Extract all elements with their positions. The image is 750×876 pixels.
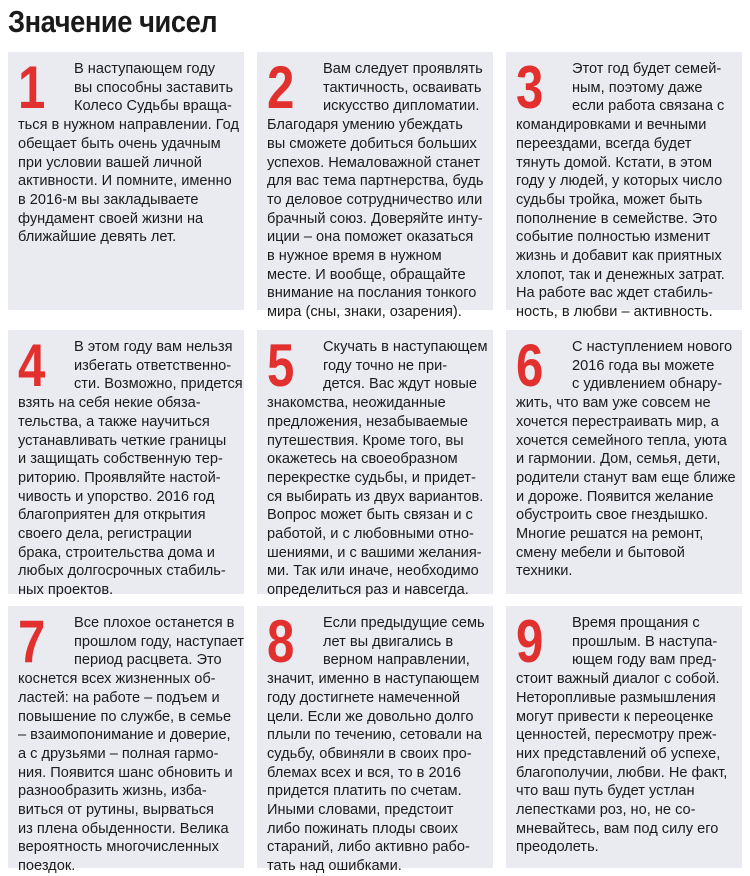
card-text-line: фундамент своей жизни на (18, 210, 204, 227)
card-text-line: блемах всех и вся, то в 2016 (267, 764, 461, 781)
card-text-line: стараний, либо активно рабо- (267, 839, 470, 856)
card-text-line: искусство дипломатии. (323, 98, 480, 115)
card-number: 7 (18, 608, 46, 675)
card-text-line: значит, именно в наступающем (267, 671, 480, 688)
card-text-line: ющем году вам пред- (572, 652, 717, 669)
card-text-line: путешествия. Кроме того, вы (267, 432, 464, 449)
card-text-line: ния. Появится шанс обновить и (18, 764, 233, 781)
card-text (516, 608, 736, 857)
card-text-line: В наступающем году (74, 61, 216, 77)
card-text-line: командировками и вечными (516, 117, 707, 134)
card-1 (8, 52, 244, 310)
card-text-line: брака, строительства дома и (18, 544, 215, 561)
card-text-line: и дороже. Появится желание (516, 488, 714, 505)
card-text-line: если работа связана с (572, 98, 725, 115)
card-text-line: ластей: на работе – подъем и (18, 689, 220, 706)
card-text-line: тать над ошибками. (267, 858, 402, 875)
card-text-line: повышение по службе, в семье (18, 708, 232, 725)
card-text-line: В этом году вам нельзя (74, 339, 233, 355)
card-text-line: шениями, и с вашими желания- (267, 544, 482, 561)
card-text-line: году у людей, у которых число (516, 173, 723, 190)
card-text-line: могут привести к переоценке (516, 708, 714, 725)
card-text-line: виться от рутины, вырваться (18, 802, 214, 819)
card-text-line: и гармонии. Дом, семья, дети, (516, 451, 721, 468)
card-text-line: сти. Возможно, придется (74, 376, 243, 393)
card-text-line: судьбы тройка, может быть (516, 191, 703, 208)
card-text-line: брачный союз. Доверяйте инту- (267, 210, 483, 227)
card-text-line: а с друзьями – полная гармо- (18, 745, 219, 762)
card-text-line: смену мебели и бытовой (516, 544, 685, 561)
card-text-line: ценностей, пересмотру преж- (516, 727, 717, 744)
card-text-line: благополучии, любви. Не факт, (516, 764, 728, 781)
card-number: 4 (18, 332, 46, 399)
card-text-line: Вам следует проявлять (323, 61, 483, 77)
card-text-line: году достигнете намеченной (267, 689, 461, 706)
card-text-line: коснется всех жизненных об- (18, 671, 216, 688)
card-number: 5 (267, 332, 295, 399)
card-text-line: ся выбирать из двух вариантов. (267, 488, 484, 505)
card-text-line: мневайтесь, вам под силу его (516, 820, 719, 837)
card-text (18, 54, 239, 247)
card-text-line: в нужное время в нужном (267, 248, 442, 265)
card-text-line: устанавливать четкие границы (18, 432, 227, 449)
card-text-line: ных проектов. (18, 582, 114, 599)
card-text-line: техники. (516, 563, 573, 580)
card-text-line: верном направлении, (323, 652, 470, 669)
card-2 (257, 52, 493, 321)
card-number: 3 (516, 54, 544, 121)
card-text (516, 54, 736, 322)
card-text-line: С наступлением нового (572, 339, 733, 355)
card-text-line: месте. И вообще, обращайте (267, 266, 466, 283)
card-text-line: иции – она поможет оказаться (267, 229, 474, 246)
card-text-line: лет вы двигались в (323, 633, 454, 650)
card-text (267, 332, 488, 600)
card-text-line: Все плохое останется в (74, 615, 235, 631)
card-text-line: мира (сны, знаки, озарения). (267, 304, 462, 321)
card-text-line: прошлом году, наступает (74, 633, 244, 650)
card-text-line: хочется перестраивать мир, а (516, 413, 719, 430)
card-text-line: успехов. Немаловажной станет (267, 154, 480, 171)
card-text-line: Вопрос может быть связан и с (267, 507, 473, 524)
card-text-line: ться в нужном направлении. Год (18, 117, 239, 134)
card-text-line: хочется семейного тепла, уюта (516, 432, 727, 449)
card-text-line: вы способны заставить (74, 79, 234, 96)
card-text-line: Благодаря умению убеждать (267, 117, 463, 134)
card-3 (506, 52, 742, 321)
card-number: 8 (267, 608, 295, 675)
card-text (267, 608, 487, 876)
card-text-line: дется. Вас ждут новые (323, 376, 478, 393)
card-text-line: Иными словами, предстоит (267, 802, 454, 819)
card-text-line: тянуть домой. Кстати, в этом (516, 154, 712, 171)
card-text-line: Многие решатся на ремонт, (516, 526, 704, 543)
card-text-line: ность, в любви – активность. (516, 304, 713, 321)
card-text-line: и защищать собственную тер- (18, 451, 223, 468)
card-text-line: вероятность многочисленных (18, 839, 219, 856)
page-title: Значение чисел (8, 4, 218, 39)
card-text-line: работой, и с любовными отно- (267, 526, 474, 543)
card-text-line: из плена обыденности. Велика (18, 820, 229, 837)
card-text-line: при условии вашей личной (18, 154, 202, 171)
card-text (516, 332, 736, 581)
card-text (267, 54, 487, 322)
card-number: 2 (267, 54, 295, 121)
card-8 (257, 606, 493, 875)
card-text-line: взять на себя некие обяза- (18, 395, 201, 412)
card-text-line: благоприятен для открытия (18, 507, 206, 524)
card-text-line: На работе вас ждет стабиль- (516, 285, 713, 302)
card-text-line: внимание на послания тонкого (267, 285, 477, 302)
card-text-line: активности. И помните, именно (18, 173, 232, 190)
card-text-line: вы сможете добиться больших (267, 135, 477, 152)
card-text-line: плыли по течению, сетовали на (267, 727, 483, 744)
card-5 (257, 330, 493, 599)
card-text-line: Если предыдущие семь (323, 615, 485, 631)
card-text-line: любых долгосрочных стабиль- (18, 563, 226, 580)
card-text-line: Время прощания с (572, 615, 700, 631)
card-text-line: судьбу, обвиняли в своих про- (267, 745, 472, 762)
card-text-line: прошлым. В наступа- (572, 633, 718, 650)
card-text-line: разнообразить жизнь, изба- (18, 783, 207, 800)
card-text-line: придется платить по счетам. (267, 783, 462, 800)
card-text-line: ным, поэтому даже (572, 79, 703, 96)
card-text-line: жизнь и добавит как приятных (516, 248, 722, 265)
card-text (18, 332, 243, 600)
card-text-line: тельства, а также научиться (18, 413, 210, 430)
card-text-line: риторию. Проявляйте настой- (18, 469, 221, 486)
card-text-line: лепестками роз, но, не со- (516, 802, 696, 819)
card-text-line: своего дела, регистрации (18, 526, 192, 543)
card-text-line: Этот год будет семей- (572, 61, 722, 77)
card-text-line: стоит важный диалог с собой. (516, 671, 720, 688)
card-text-line: них представлений об успехе, (516, 745, 721, 762)
card-text-line: перекрестке судьбы, и придет- (267, 469, 476, 486)
card-6 (506, 330, 742, 594)
card-text-line: Неторопливые размышления (516, 689, 716, 706)
card-text-line: событие полностью изменит (516, 229, 711, 246)
card-text-line: в 2016-м вы закладываете (18, 191, 199, 208)
card-text-line: преодолеть. (516, 839, 599, 856)
card-text-line: обещает быть очень удачным (18, 135, 221, 152)
card-text-line: 2016 года вы можете (572, 357, 715, 374)
card-text-line: Колесо Судьбы враща- (74, 98, 232, 115)
card-text-line: избегать ответственно- (74, 357, 232, 374)
card-text-line: окажетесь на своеобразном (267, 451, 458, 468)
card-text-line: тактичность, осваивать (323, 79, 482, 96)
card-text-line: Скучать в наступающем (323, 339, 488, 355)
card-number: 1 (18, 54, 46, 121)
card-text (18, 608, 244, 876)
card-text-line: ми. Так или иначе, необходимо (267, 563, 479, 580)
card-text-line: хлопот, так и денежных затрат. (516, 266, 725, 283)
card-text-line: ближайшие девять лет. (18, 229, 177, 246)
card-text-line: предложения, незабываемые (267, 413, 469, 430)
card-9 (506, 606, 742, 868)
card-text-line: что ваш путь будет устлан (516, 783, 695, 800)
card-text-line: родители станут вам еще ближе (516, 469, 736, 486)
card-text-line: – взаимопонимание и доверие, (18, 727, 231, 744)
card-text-line: определиться раз и навсегда. (267, 582, 469, 599)
card-text-line: поездок. (18, 858, 76, 875)
card-text-line: жить, что вам уже совсем не (516, 395, 711, 412)
card-text-line: цели. Если же довольно долго (267, 708, 474, 725)
card-text-line: пополнение в семействе. Это (516, 210, 718, 227)
card-7 (8, 606, 244, 875)
card-number: 6 (516, 332, 544, 399)
card-text-line: знакомства, неожиданные (267, 395, 446, 412)
card-number: 9 (516, 608, 544, 675)
card-text-line: году точно не при- (323, 357, 448, 374)
card-4 (8, 330, 244, 599)
card-text-line: переездами, всегда будет (516, 135, 692, 152)
card-text-line: то деловое сотрудничество или (267, 191, 483, 208)
card-text-line: либо пожинать плоды своих (267, 820, 459, 837)
card-text-line: чивость и упорство. 2016 год (18, 488, 215, 505)
card-text-line: период расцвета. Это (74, 652, 222, 669)
card-text-line: для вас тема партнерства, будь (267, 173, 484, 190)
card-text-line: обустроить свое гнездышко. (516, 507, 709, 524)
card-text-line: с удивлением обнару- (572, 376, 723, 393)
